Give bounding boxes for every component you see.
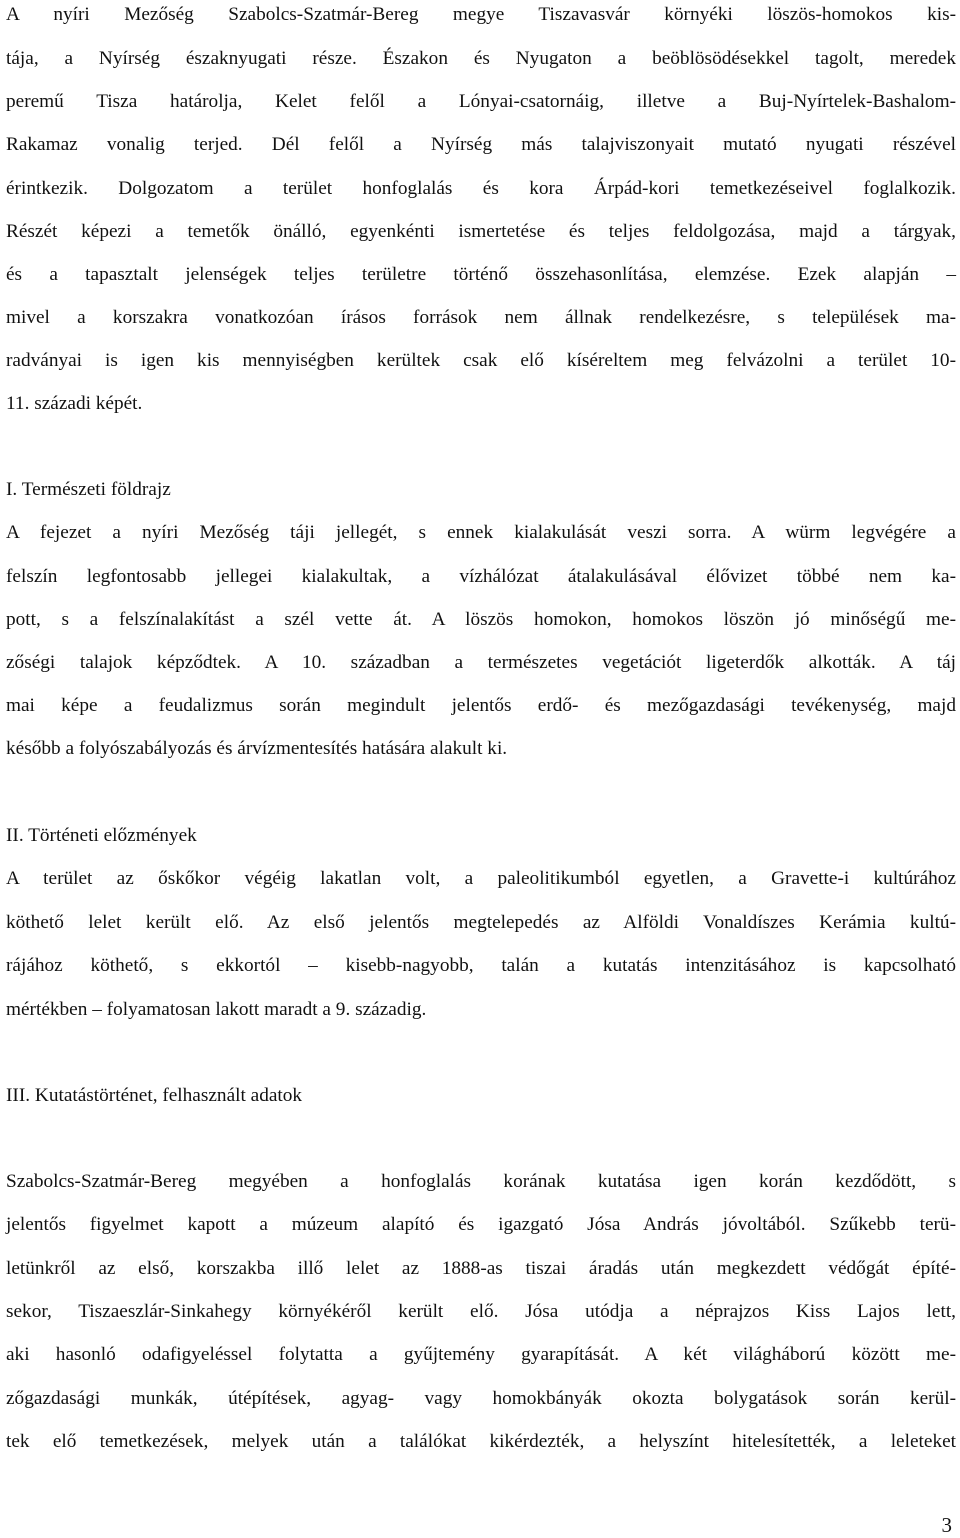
- page-number: 3: [941, 1513, 952, 1537]
- text-line: radványai is igen kis mennyiségben kerültek csak elő kíséreltem meg felvázolni a terület 10-: [6, 350, 956, 371]
- text-line: jelentős figyelmet kapott a múzeum alapító és igazgató Jósa András jóvoltából. Szűkebb terü-: [6, 1214, 956, 1235]
- section-heading: II. Történeti előzmények: [6, 825, 197, 846]
- text-line: tája, a Nyírség északnyugati része. Északon és Nyugaton a beöblösödésekkel tagolt, meredek: [6, 48, 956, 69]
- text-line: A fejezet a nyíri Mezőség táji jellegét, s ennek kialakulását veszi sorra. A würm legvégére a: [6, 522, 956, 543]
- text-line: letünkről az első, korszakba illő lelet az 1888-as tiszai áradás után megkezdett védőgát építé-: [6, 1258, 956, 1279]
- section-heading: I. Természeti földrajz: [6, 479, 171, 500]
- text-line: Részét képezi a temetők önálló, egyenkénti ismertetése és teljes feldolgozása, majd a tárgyak,: [6, 221, 956, 242]
- text-line: mivel a korszakra vonatkozóan írásos források nem állnak rendelkezésre, s települések ma-: [6, 307, 956, 328]
- text-line: zőségi talajok képződtek. A 10. században a természetes vegetációt ligeterdők alkották. A táj: [6, 652, 956, 673]
- section-heading: III. Kutatástörténet, felhasznált adatok: [6, 1085, 303, 1106]
- text-line: rájához köthető, s ekkortól – kisebb-nagyobb, talán a kutatás intenzitásához is kapcsolható: [6, 955, 956, 976]
- text-line: mértékben – folyamatosan lakott maradt a 9. századig.: [6, 999, 427, 1020]
- text-line: Szabolcs-Szatmár-Bereg megyében a honfoglalás korának kutatása igen korán kezdődött, s: [6, 1171, 956, 1192]
- text-line: 11. századi képét.: [6, 393, 143, 414]
- text-line: zőgazdasági munkák, útépítések, agyag- vagy homokbányák okozta bolygatások során kerül-: [6, 1388, 956, 1409]
- text-line: A terület az őskőkor végéig lakatlan volt, a paleolitikumból egyetlen, a Gravette-i kultúrához: [6, 868, 956, 889]
- text-line: A nyíri Mezőség Szabolcs-Szatmár-Bereg megye Tiszavasvár környéki löszös-homokos kis-: [6, 4, 956, 25]
- text-line: és a tapasztalt jelenségek teljes területre történő összehasonlítása, elemzése. Ezek alapján –: [6, 264, 956, 285]
- text-line: aki hasonló odafigyeléssel folytatta a gyűjtemény gyarapítását. A két világháború között me-: [6, 1344, 956, 1365]
- text-line: mai képe a feudalizmus során megindult jelentős erdő- és mezőgazdasági tevékenység, majd: [6, 695, 956, 716]
- text-line: felszín legfontosabb jellegei kialakultak, a vízhálózat átalakulásával élővizet többé nem ka-: [6, 566, 956, 587]
- text-line: később a folyószabályozás és árvízmentesítés hatására alakult ki.: [6, 738, 508, 759]
- text-line: sekor, Tiszaeszlár-Sinkahegy környékéről került elő. Jósa utódja a néprajzos Kiss Lajos lett,: [6, 1301, 956, 1322]
- text-line: köthető lelet került elő. Az első jelentős megtelepedés az Alföldi Vonaldíszes Kerámia kultú-: [6, 912, 956, 933]
- text-line: peremű Tisza határolja, Kelet felől a Lónyai-csatornáig, illetve a Buj-Nyírtelek-Bashalom-: [6, 91, 956, 112]
- text-line: érintkezik. Dolgozatom a terület honfoglalás és kora Árpád-kori temetkezéseivel foglalkozik.: [6, 178, 956, 199]
- text-line: pott, s a felszínalakítást a szél vette át. A löszös homokon, homokos löszön jó minőségű me-: [6, 609, 956, 630]
- text-line: tek elő temetkezések, melyek után a találókat kikérdezték, a helyszínt hitelesítették, a leleteket: [6, 1431, 956, 1452]
- text-line: Rakamaz vonalig terjed. Dél felől a Nyírség más talajviszonyait mutató nyugati részével: [6, 134, 956, 155]
